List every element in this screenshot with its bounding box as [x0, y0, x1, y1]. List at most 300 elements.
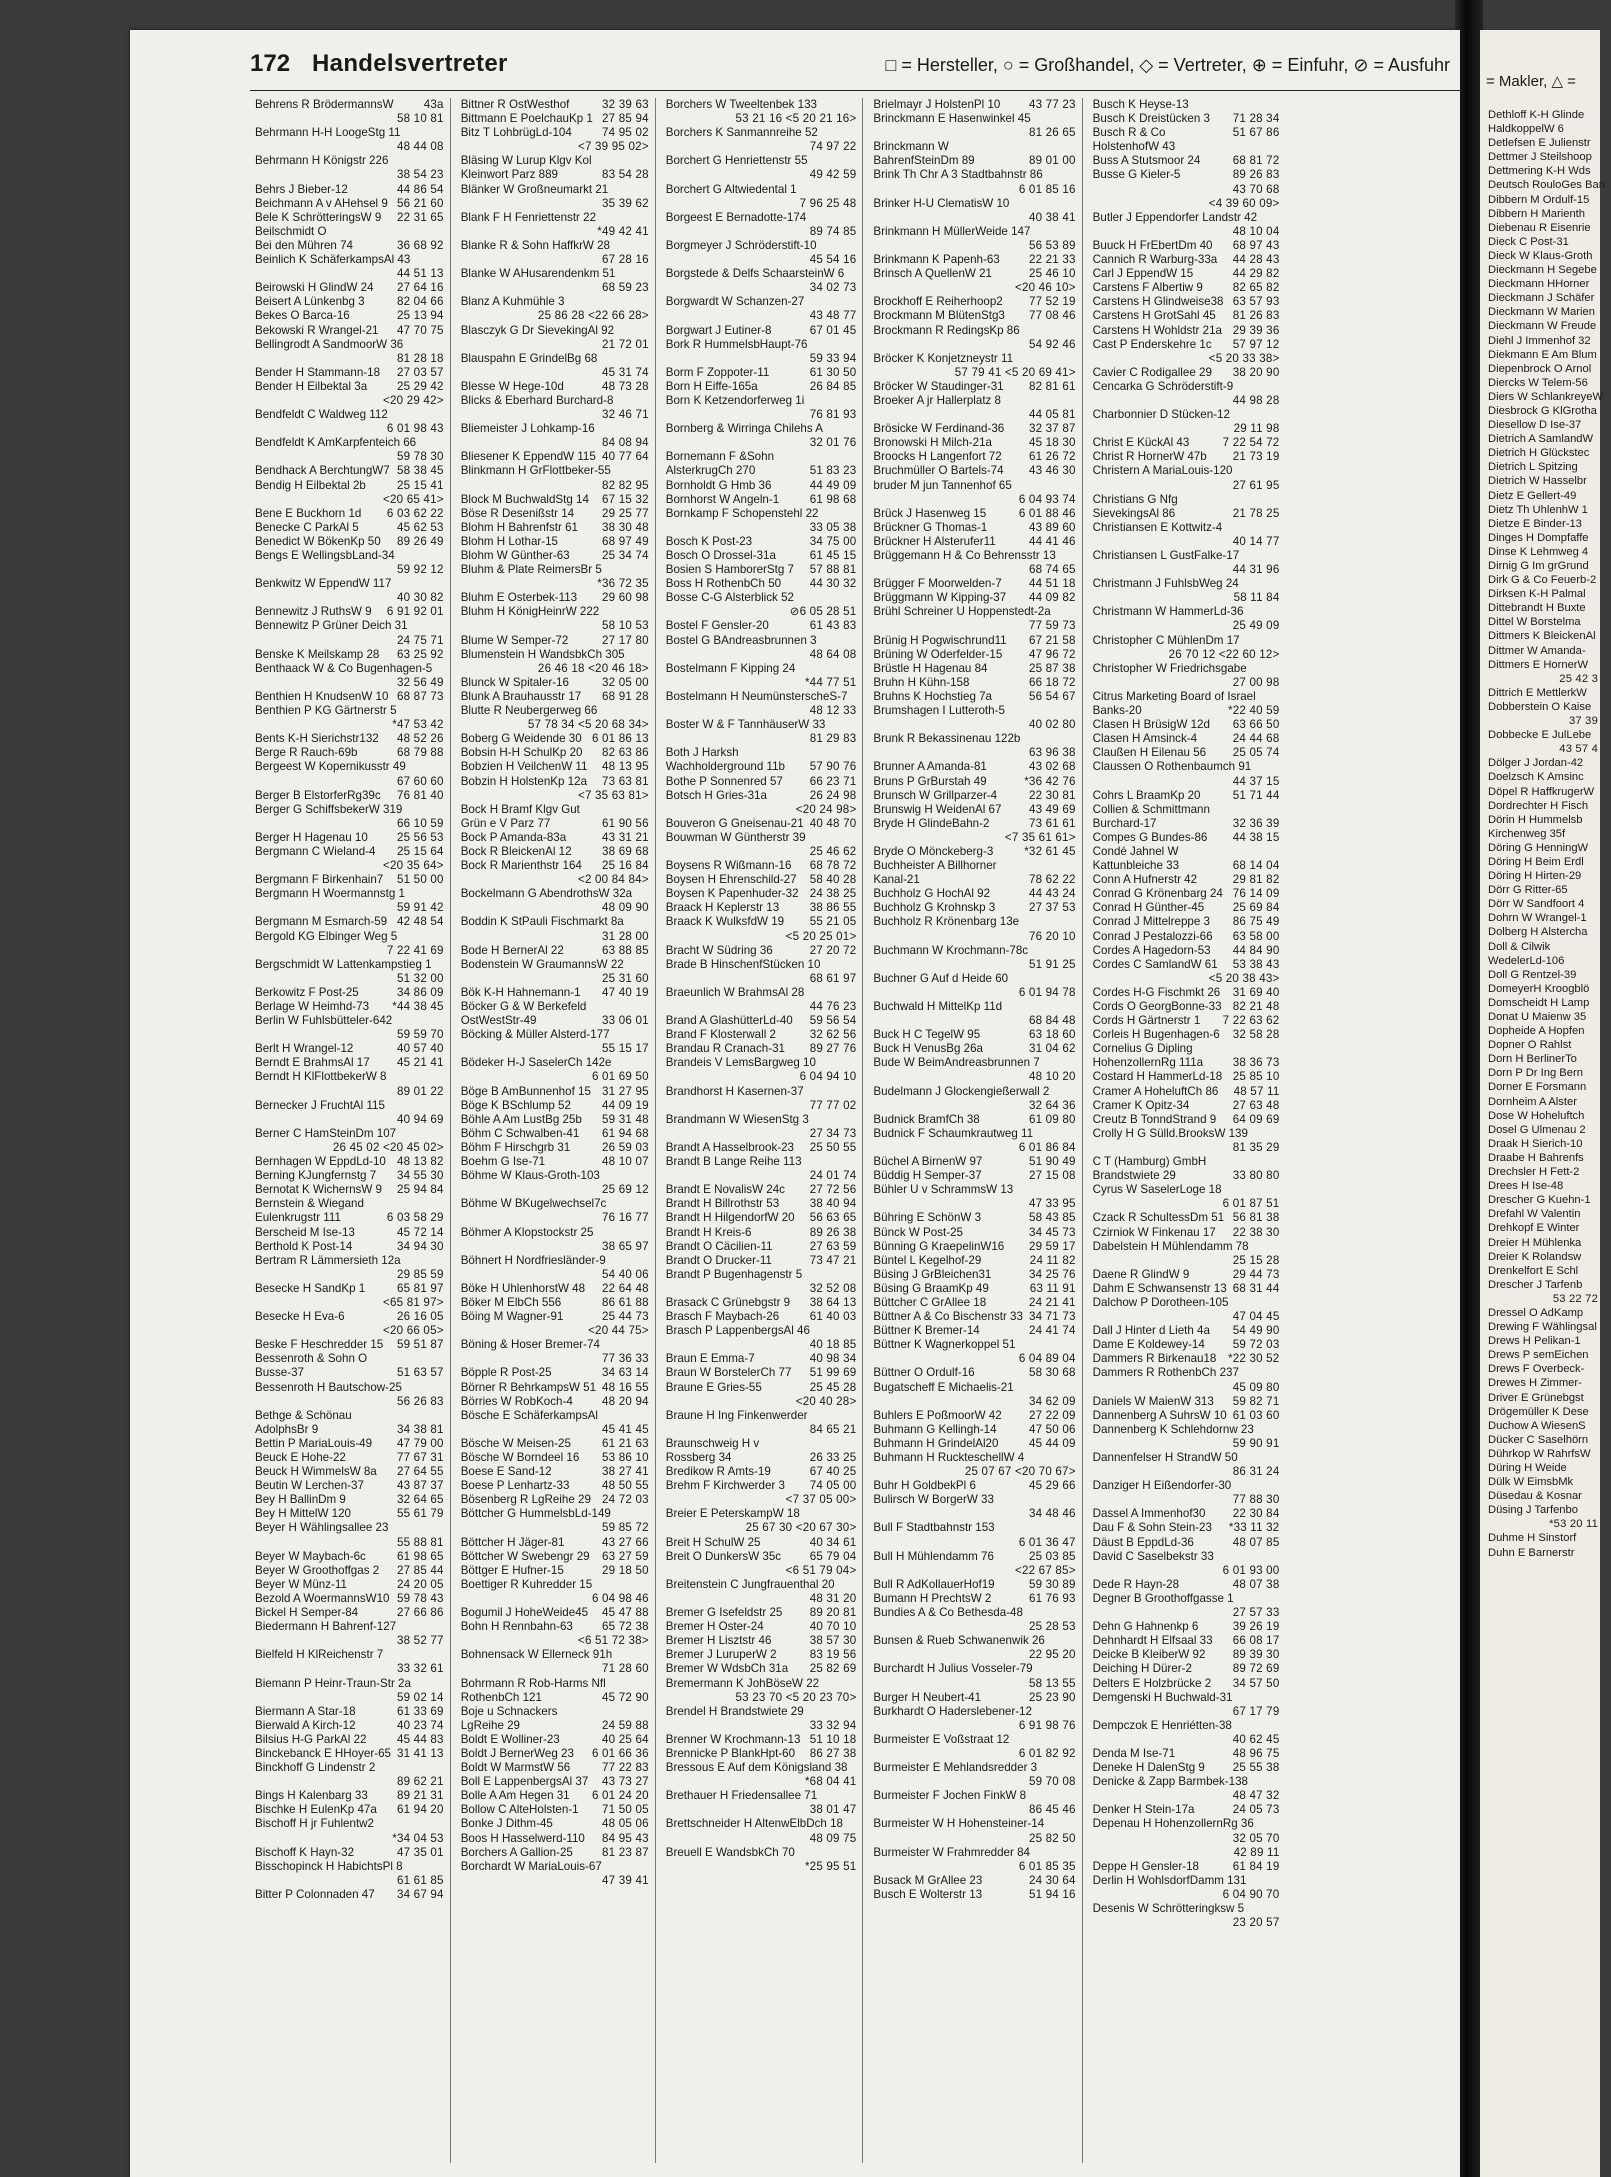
listing-entry — [873, 1141, 1075, 1155]
entry-phone — [1592, 1038, 1598, 1052]
entry-phone: 22 21 33 — [1028, 253, 1076, 267]
listing-entry — [255, 718, 444, 732]
entry-phone — [1592, 1405, 1598, 1419]
listing-entry — [461, 775, 649, 789]
listing-entry — [461, 958, 649, 972]
entry-name: Brandt O Cäcilien-11 — [665, 1239, 773, 1253]
entry-name: Carstens H GrotSahl 45 — [1092, 309, 1216, 323]
listing-entry — [1093, 394, 1280, 408]
entry-name: Dücker C Saselhörn — [1488, 1433, 1589, 1446]
entry-name: Büttner K Bremer-14 — [873, 1324, 980, 1338]
entry-phone: 89 26 49 — [396, 534, 444, 548]
entry-name: Berndt E BrahmsAl 17 — [255, 1056, 370, 1070]
listing-entry — [255, 986, 444, 1000]
entry-phone: <5 20 25 01> — [785, 929, 857, 943]
listing-entry — [1093, 309, 1280, 323]
entry-name: Dannenberg A SuhrsW 10 — [1092, 1408, 1227, 1422]
entry-phone: 43 73 27 — [602, 1775, 649, 1789]
listing-entry — [461, 1662, 649, 1676]
entry-name: Böhm F Hirschgrb 31 — [460, 1140, 571, 1154]
entry-name: Beyer W Maybach-6c — [255, 1549, 366, 1563]
entry-name: Brand A GlashütterLd-40 — [665, 1014, 793, 1028]
entry-phone: 77 88 30 — [1232, 1493, 1280, 1507]
entry-name: Kleinwort Parz 889 — [460, 168, 559, 182]
entry-phone: 40 18 85 — [809, 1338, 857, 1352]
listing-entry — [1093, 1268, 1280, 1282]
entry-name: Bork R HummelsbHaupt-76 — [665, 337, 808, 351]
listing-entry — [666, 873, 857, 887]
entry-name: Büntel L Kegelhof-29 — [873, 1253, 982, 1267]
listing-entry — [666, 1395, 857, 1409]
listing-entry — [1093, 1705, 1280, 1719]
listing-entry — [461, 1395, 649, 1409]
listing-entry — [255, 1268, 444, 1282]
listing-entry — [1093, 1916, 1280, 1930]
listing-entry — [461, 464, 649, 478]
entry-phone: 43 02 68 — [1028, 760, 1076, 774]
entry-phone: <20 46 10> — [1015, 281, 1076, 295]
entry-phone: 38 30 48 — [602, 520, 649, 534]
listing-entry — [873, 1268, 1075, 1282]
entry-phone: 34 57 50 — [1232, 1676, 1280, 1690]
entry-name: Dittel W Borstelma — [1488, 616, 1581, 629]
listing-entry — [1093, 1437, 1280, 1451]
entry-name: Böhme W Klaus-Groth-103 — [460, 1169, 600, 1183]
entry-phone — [1070, 1338, 1076, 1352]
entry-phone: 63 25 92 — [396, 647, 444, 661]
listing-entry — [461, 1451, 649, 1465]
entry-name: Blohm H Lothar-15 — [460, 534, 559, 548]
listing-entry — [666, 1564, 857, 1578]
entry-phone: 22 31 65 — [396, 210, 444, 224]
entry-phone — [1070, 479, 1076, 493]
entry-phone — [1592, 122, 1598, 136]
listing-entry — [666, 1803, 857, 1817]
entry-phone: <7 39 95 02> — [578, 140, 649, 154]
entry-name: Rossberg 34 — [665, 1451, 732, 1464]
entry-phone: *36 42 76 — [1024, 774, 1076, 788]
entry-phone — [1273, 1550, 1279, 1564]
listing-entry — [461, 1296, 649, 1310]
listing-entry — [1093, 634, 1280, 648]
entry-phone — [438, 1620, 444, 1634]
listing-entry — [1488, 1137, 1598, 1151]
entry-name: Bläsing W Lurup Klgv Kol — [460, 154, 592, 168]
entry-phone: 43 89 60 — [1028, 520, 1076, 534]
listing-entry — [666, 1606, 857, 1620]
listing-entry — [255, 253, 444, 267]
entry-phone — [850, 295, 856, 309]
entry-phone: 89 01 22 — [396, 1084, 444, 1098]
entry-phone: ⊘6 05 28 51 — [789, 605, 857, 619]
entry-name: Brandeis V LemsBargweg 10 — [665, 1056, 816, 1070]
listing-entry — [1093, 1860, 1280, 1874]
entry-phone: 61 98 68 — [809, 492, 857, 506]
entry-phone: 6 01 86 13 — [591, 732, 649, 746]
entry-phone: 24 11 82 — [1029, 1253, 1076, 1267]
listing-entry — [873, 408, 1075, 422]
entry-name: Bressous E Auf dem Königsland 38 — [665, 1761, 848, 1775]
entry-name: Boese P Lenhartz-33 — [460, 1479, 570, 1493]
entry-phone — [1596, 573, 1602, 587]
entry-phone: <20 66 05> — [383, 1324, 444, 1338]
entry-name: Beske F Heschredder 15 — [255, 1338, 384, 1352]
entry-name: Börries W RobKoch-4 — [460, 1394, 573, 1408]
listing-entry — [255, 295, 444, 309]
listing-entry — [666, 1254, 857, 1268]
listing-entry — [255, 775, 444, 789]
entry-phone: 36 68 92 — [396, 238, 444, 252]
entry-phone — [850, 1409, 856, 1423]
entry-phone — [438, 1254, 444, 1268]
listing-entry — [1093, 1254, 1280, 1268]
entry-phone: 53 38 43 — [1232, 957, 1280, 971]
entry-name: Deiching H Dürer-2 — [1092, 1662, 1192, 1676]
entry-phone — [1070, 1817, 1076, 1831]
entry-phone — [850, 690, 856, 704]
entry-name: Denda M Ise-71 — [1092, 1746, 1176, 1760]
entry-name: Brückner H Alsterufer11 — [873, 534, 996, 548]
entry-name: Dede R Hayn-28 — [1092, 1577, 1180, 1591]
entry-name: Breier E PeterskampW 18 — [665, 1507, 800, 1521]
entry-name: Borchert G Henriettenstr 55 — [665, 154, 808, 168]
listing-entry — [666, 168, 857, 182]
entry-name: Bekowski R Wrangel-21 — [255, 323, 379, 337]
entry-phone: 82 63 86 — [602, 746, 649, 760]
listing-entry — [666, 577, 857, 591]
listing-entry — [873, 676, 1075, 690]
listing-entry — [461, 732, 649, 746]
entry-name: Blicks & Eberhard Burchard-8 — [460, 393, 614, 407]
listing-entry — [1093, 1888, 1280, 1902]
entry-phone: 32 37 87 — [1028, 422, 1076, 436]
entry-phone: 56 81 38 — [1232, 1211, 1280, 1225]
entry-name: Dittmers E HornerW — [1488, 658, 1589, 671]
entry-name: Borgstede & Delfs SchaarsteinW 6 — [665, 267, 845, 281]
entry-phone — [1273, 1874, 1279, 1888]
listing-entry — [666, 1423, 857, 1437]
entry-name: Duhme H Sinstorf — [1488, 1532, 1577, 1545]
entry-phone — [850, 1817, 856, 1831]
entry-name: bruder M jun Tannenhof 65 — [873, 478, 1012, 492]
entry-name: Buss A Stutsmoor 24 — [1092, 154, 1201, 168]
listing-entry — [873, 112, 1075, 126]
entry-phone: 61 33 69 — [396, 1704, 444, 1718]
entry-name: Buck H VenusBg 26a — [873, 1042, 983, 1056]
entry-name: Bliemeister J Lohkamp-16 — [460, 422, 595, 436]
listing-entry — [1488, 869, 1598, 883]
listing-entry — [1093, 1817, 1280, 1831]
listing-entry — [666, 1493, 857, 1507]
listing-entry — [461, 746, 649, 760]
entry-name: Bremermann K JohBöseW 22 — [665, 1676, 820, 1690]
entry-name: Christopher W Friedrichsgabe — [1092, 661, 1247, 675]
entry-name: Dieckmann H Segebe — [1488, 264, 1597, 277]
entry-phone: 61 03 60 — [1232, 1408, 1280, 1422]
entry-phone: 43 49 69 — [1028, 802, 1076, 816]
entry-name: Christern A MariaLouis-120 — [1092, 464, 1233, 478]
listing-entry — [255, 535, 444, 549]
listing-entry — [666, 591, 857, 605]
entry-phone: 6 01 85 35 — [1018, 1859, 1076, 1873]
entry-phone — [1597, 1320, 1603, 1334]
entry-phone: 61 09 80 — [1028, 1112, 1076, 1126]
entry-name: Braunschweig H v — [665, 1436, 760, 1450]
listing-entry — [1488, 1080, 1598, 1094]
entry-name: Brielmayr J HolstenPl 10 — [873, 98, 1001, 111]
listing-entry — [461, 112, 649, 126]
entry-name: Dammers R RothenbCh 237 — [1092, 1366, 1239, 1380]
entry-phone — [643, 887, 649, 901]
listing-entry — [255, 732, 444, 746]
listing-entry — [873, 1366, 1075, 1380]
listing-entry — [1093, 1000, 1280, 1014]
listing-entry — [1093, 1846, 1280, 1860]
entry-phone: 56 54 67 — [1028, 689, 1076, 703]
listing-entry — [666, 1705, 857, 1719]
listing-entry — [666, 98, 857, 112]
entry-name: Blunk A Brauhausstr 17 — [460, 689, 582, 703]
entry-name: Benthien H KnudsenW 10 — [255, 689, 389, 703]
listing-entry — [666, 126, 857, 140]
entry-name: Boysens R Wißmann-16 — [665, 859, 792, 873]
entry-phone — [1592, 728, 1598, 742]
listing-entry — [873, 1254, 1075, 1268]
listing-entry — [461, 225, 649, 239]
entry-name: Bilsius H-G ParkAl 22 — [255, 1732, 367, 1746]
listing-entry — [461, 1465, 649, 1479]
entry-name: Bünck W Post-25 — [873, 1225, 963, 1239]
entry-phone — [1592, 334, 1598, 348]
listing-entry — [873, 1352, 1075, 1366]
entry-phone: 48 50 55 — [602, 1479, 649, 1493]
entry-phone — [438, 577, 444, 591]
listing-entry — [873, 267, 1075, 281]
listing-entry — [255, 1437, 444, 1451]
entry-name: Borchert G Altwiedental 1 — [665, 182, 797, 196]
listing-entry — [255, 760, 444, 774]
entry-phone: 77 52 19 — [1028, 295, 1076, 309]
listing-entry — [666, 507, 857, 521]
listing-entry — [873, 1338, 1075, 1352]
entry-phone: 76 81 40 — [396, 788, 444, 802]
entry-phone — [1273, 1240, 1279, 1254]
listing-entry — [1093, 845, 1280, 859]
listing-entry — [461, 1310, 649, 1324]
entry-name: Boldt J BernerWeg 23 — [460, 1746, 574, 1760]
listing-entry — [1488, 559, 1598, 573]
listing-entry — [1093, 225, 1280, 239]
entry-name: Diesbrock G KlGrotha — [1488, 404, 1597, 417]
listing-entry — [255, 211, 444, 225]
listing-entry — [1488, 1151, 1598, 1165]
entry-phone: 89 74 85 — [809, 224, 857, 238]
entry-name: Bendfeldt C Waldweg 112 — [255, 408, 388, 422]
listing-entry — [1488, 221, 1598, 235]
listing-entry — [255, 1085, 444, 1099]
entry-phone: 45 41 45 — [602, 1422, 649, 1436]
entry-name: Busch R & Co — [1092, 126, 1166, 140]
listing-entry — [873, 1789, 1075, 1803]
entry-name: Brumshagen I Lutteroth-5 — [873, 704, 1005, 718]
entry-name: Dettmering K-H Wds — [1488, 165, 1591, 178]
entry-phone — [1597, 263, 1603, 277]
entry-name: Biermann A Star-18 — [255, 1704, 356, 1718]
listing-entry — [1093, 253, 1280, 267]
entry-phone: 51 91 25 — [1028, 957, 1076, 971]
listing-entry — [1488, 1292, 1598, 1306]
listing-entry — [1488, 418, 1598, 432]
entry-phone: *44 38 45 — [392, 1000, 444, 1013]
entry-name: Biemann P Heinr-Traun-Str 2a — [255, 1676, 411, 1690]
entry-name: Bruns P GrBurstah 49 — [873, 774, 987, 788]
entry-name: Bennewitz P Grüner Deich 31 — [255, 619, 408, 633]
listing-entry — [255, 1592, 444, 1606]
listing-entry — [1093, 1099, 1280, 1113]
entry-phone — [1273, 1902, 1279, 1916]
listing-entry — [255, 1395, 444, 1409]
entry-phone: 32 46 71 — [602, 408, 649, 422]
entry-name: Binckebanck E HHoyer-65 — [255, 1746, 391, 1760]
listing-entry — [1093, 803, 1280, 817]
entry-phone — [1592, 517, 1598, 531]
listing-entry — [461, 239, 649, 253]
entry-name: Brunswig H WeidenAl 67 — [873, 802, 1002, 816]
entry-phone: 6 01 69 50 — [591, 1070, 649, 1084]
entry-name: Brüning W Oderfelder-15 — [873, 647, 1003, 661]
entry-phone: <20 65 41> — [383, 492, 444, 506]
entry-phone — [1070, 1056, 1076, 1070]
listing-entry — [873, 549, 1075, 563]
entry-name: Boss H RothenbCh 50 — [665, 577, 782, 591]
entry-phone: 68 91 28 — [602, 689, 649, 703]
listing-entry — [873, 1240, 1075, 1254]
entry-name: Bulirsch W BorgerW 33 — [873, 1493, 994, 1507]
entry-phone: 49 42 59 — [809, 168, 857, 182]
listing-entry — [666, 295, 857, 309]
listing-entry — [461, 140, 649, 154]
entry-phone: 34 67 94 — [396, 1887, 444, 1901]
listing-entry — [1093, 619, 1280, 633]
entry-phone: 68 74 65 — [1028, 563, 1076, 577]
listing-entry — [873, 704, 1075, 718]
listing-entry — [255, 464, 444, 478]
entry-phone — [438, 1014, 444, 1028]
listing-entry — [1093, 1874, 1280, 1888]
entry-name: Dibbern H Marienth — [1488, 207, 1586, 220]
entry-name: Bernstein & Wiegand — [255, 1197, 364, 1211]
listing-entry — [1488, 982, 1598, 996]
listing-entry — [873, 295, 1075, 309]
entry-phone — [1592, 1489, 1598, 1503]
listing-entry — [255, 1155, 444, 1169]
listing-entry — [1093, 140, 1280, 154]
entry-name: Wachholderground 11b — [665, 760, 785, 774]
entry-phone — [1273, 1451, 1279, 1465]
listing-entry — [1488, 785, 1598, 799]
entry-phone — [850, 267, 856, 281]
listing-entry — [666, 845, 857, 859]
entry-name: Bethge & Schönau — [255, 1408, 352, 1422]
listing-entry — [255, 1817, 444, 1831]
entry-phone: 27 85 44 — [396, 1563, 444, 1577]
entry-phone — [1596, 319, 1602, 333]
entry-phone: 61 84 19 — [1232, 1859, 1280, 1873]
entry-name: Büsing G BraamKp 49 — [873, 1281, 989, 1295]
listing-entry — [873, 1888, 1075, 1902]
listing-entry — [1093, 1113, 1280, 1127]
listing-entry — [461, 1169, 649, 1183]
entry-phone: 47 35 01 — [396, 1845, 444, 1859]
entry-phone — [1070, 1761, 1076, 1775]
listing-entry — [1488, 1278, 1598, 1292]
entry-phone — [1592, 1419, 1598, 1433]
listing-entry — [255, 789, 444, 803]
entry-name: Böning & Hoser Bremer-74 — [460, 1338, 600, 1352]
listing-entry — [255, 1606, 444, 1620]
entry-phone: 6 03 58 29 — [386, 1211, 444, 1225]
listing-entry — [1093, 563, 1280, 577]
listing-entry — [666, 648, 857, 662]
entry-name: Condé Jahnel W — [1092, 844, 1179, 858]
listing-entry — [666, 746, 857, 760]
entry-phone — [1592, 362, 1598, 376]
entry-phone: 38 86 55 — [809, 901, 857, 915]
listing-entry — [461, 619, 649, 633]
entry-name: Dannenberg K Schlehdornw 23 — [1092, 1422, 1254, 1436]
entry-name: Bessenroth H Bautschow-25 — [255, 1380, 402, 1394]
entry-phone: 22 38 30 — [1232, 1225, 1280, 1239]
entry-phone: 58 30 68 — [1028, 1366, 1076, 1380]
listing-entry — [461, 507, 649, 521]
entry-name: Buhlers E PoßmoorW 42 — [873, 1408, 1002, 1422]
entry-name: Bendhack A BerchtungW7 — [255, 464, 390, 478]
entry-name: Bockelmann G AbendrothsW 32a — [460, 887, 633, 901]
entry-phone: 84 08 94 — [602, 436, 649, 450]
entry-name: Dörr G Ritter-65 — [1488, 884, 1568, 897]
entry-phone: 21 72 01 — [602, 337, 649, 351]
entry-phone: 51 63 57 — [396, 1366, 444, 1380]
entry-name: Dopner O Rahlst — [1488, 1039, 1572, 1052]
listing-entry — [1093, 1677, 1280, 1691]
entry-name: Drewes H Zimmer- — [1488, 1377, 1582, 1390]
listing-entry — [873, 1592, 1075, 1606]
entry-phone — [1592, 193, 1598, 207]
entry-name: Born H Eiffe-165a — [665, 379, 758, 393]
entry-phone: 34 25 76 — [1028, 1267, 1076, 1281]
entry-phone: 63 57 93 — [1232, 295, 1280, 309]
listing-entry — [873, 1507, 1075, 1521]
entry-phone: 48 73 28 — [602, 379, 649, 393]
entry-name: Böing M Wagner-91 — [460, 1310, 564, 1324]
entry-name: Dohrn W Wrangel-1 — [1488, 912, 1587, 925]
listing-entry — [666, 831, 857, 845]
entry-name: Bothe P Sonnenred 57 — [665, 774, 783, 788]
entry-phone — [643, 1169, 649, 1183]
entry-phone: <7 35 61 61> — [1004, 830, 1076, 844]
entry-phone — [850, 1085, 856, 1099]
entry-name: Beisert A Lünkenbg 3 — [255, 295, 365, 309]
entry-phone: 59 31 48 — [602, 1112, 649, 1126]
entry-phone: 47 40 19 — [602, 985, 649, 999]
listing-entry — [666, 732, 857, 746]
listing-entry — [666, 281, 857, 295]
entry-phone — [1592, 1123, 1598, 1137]
entry-phone: 86 61 88 — [602, 1295, 649, 1309]
listing-entry — [1488, 1391, 1598, 1405]
listing-entry — [1093, 507, 1280, 521]
entry-phone: 48 52 26 — [396, 732, 444, 746]
